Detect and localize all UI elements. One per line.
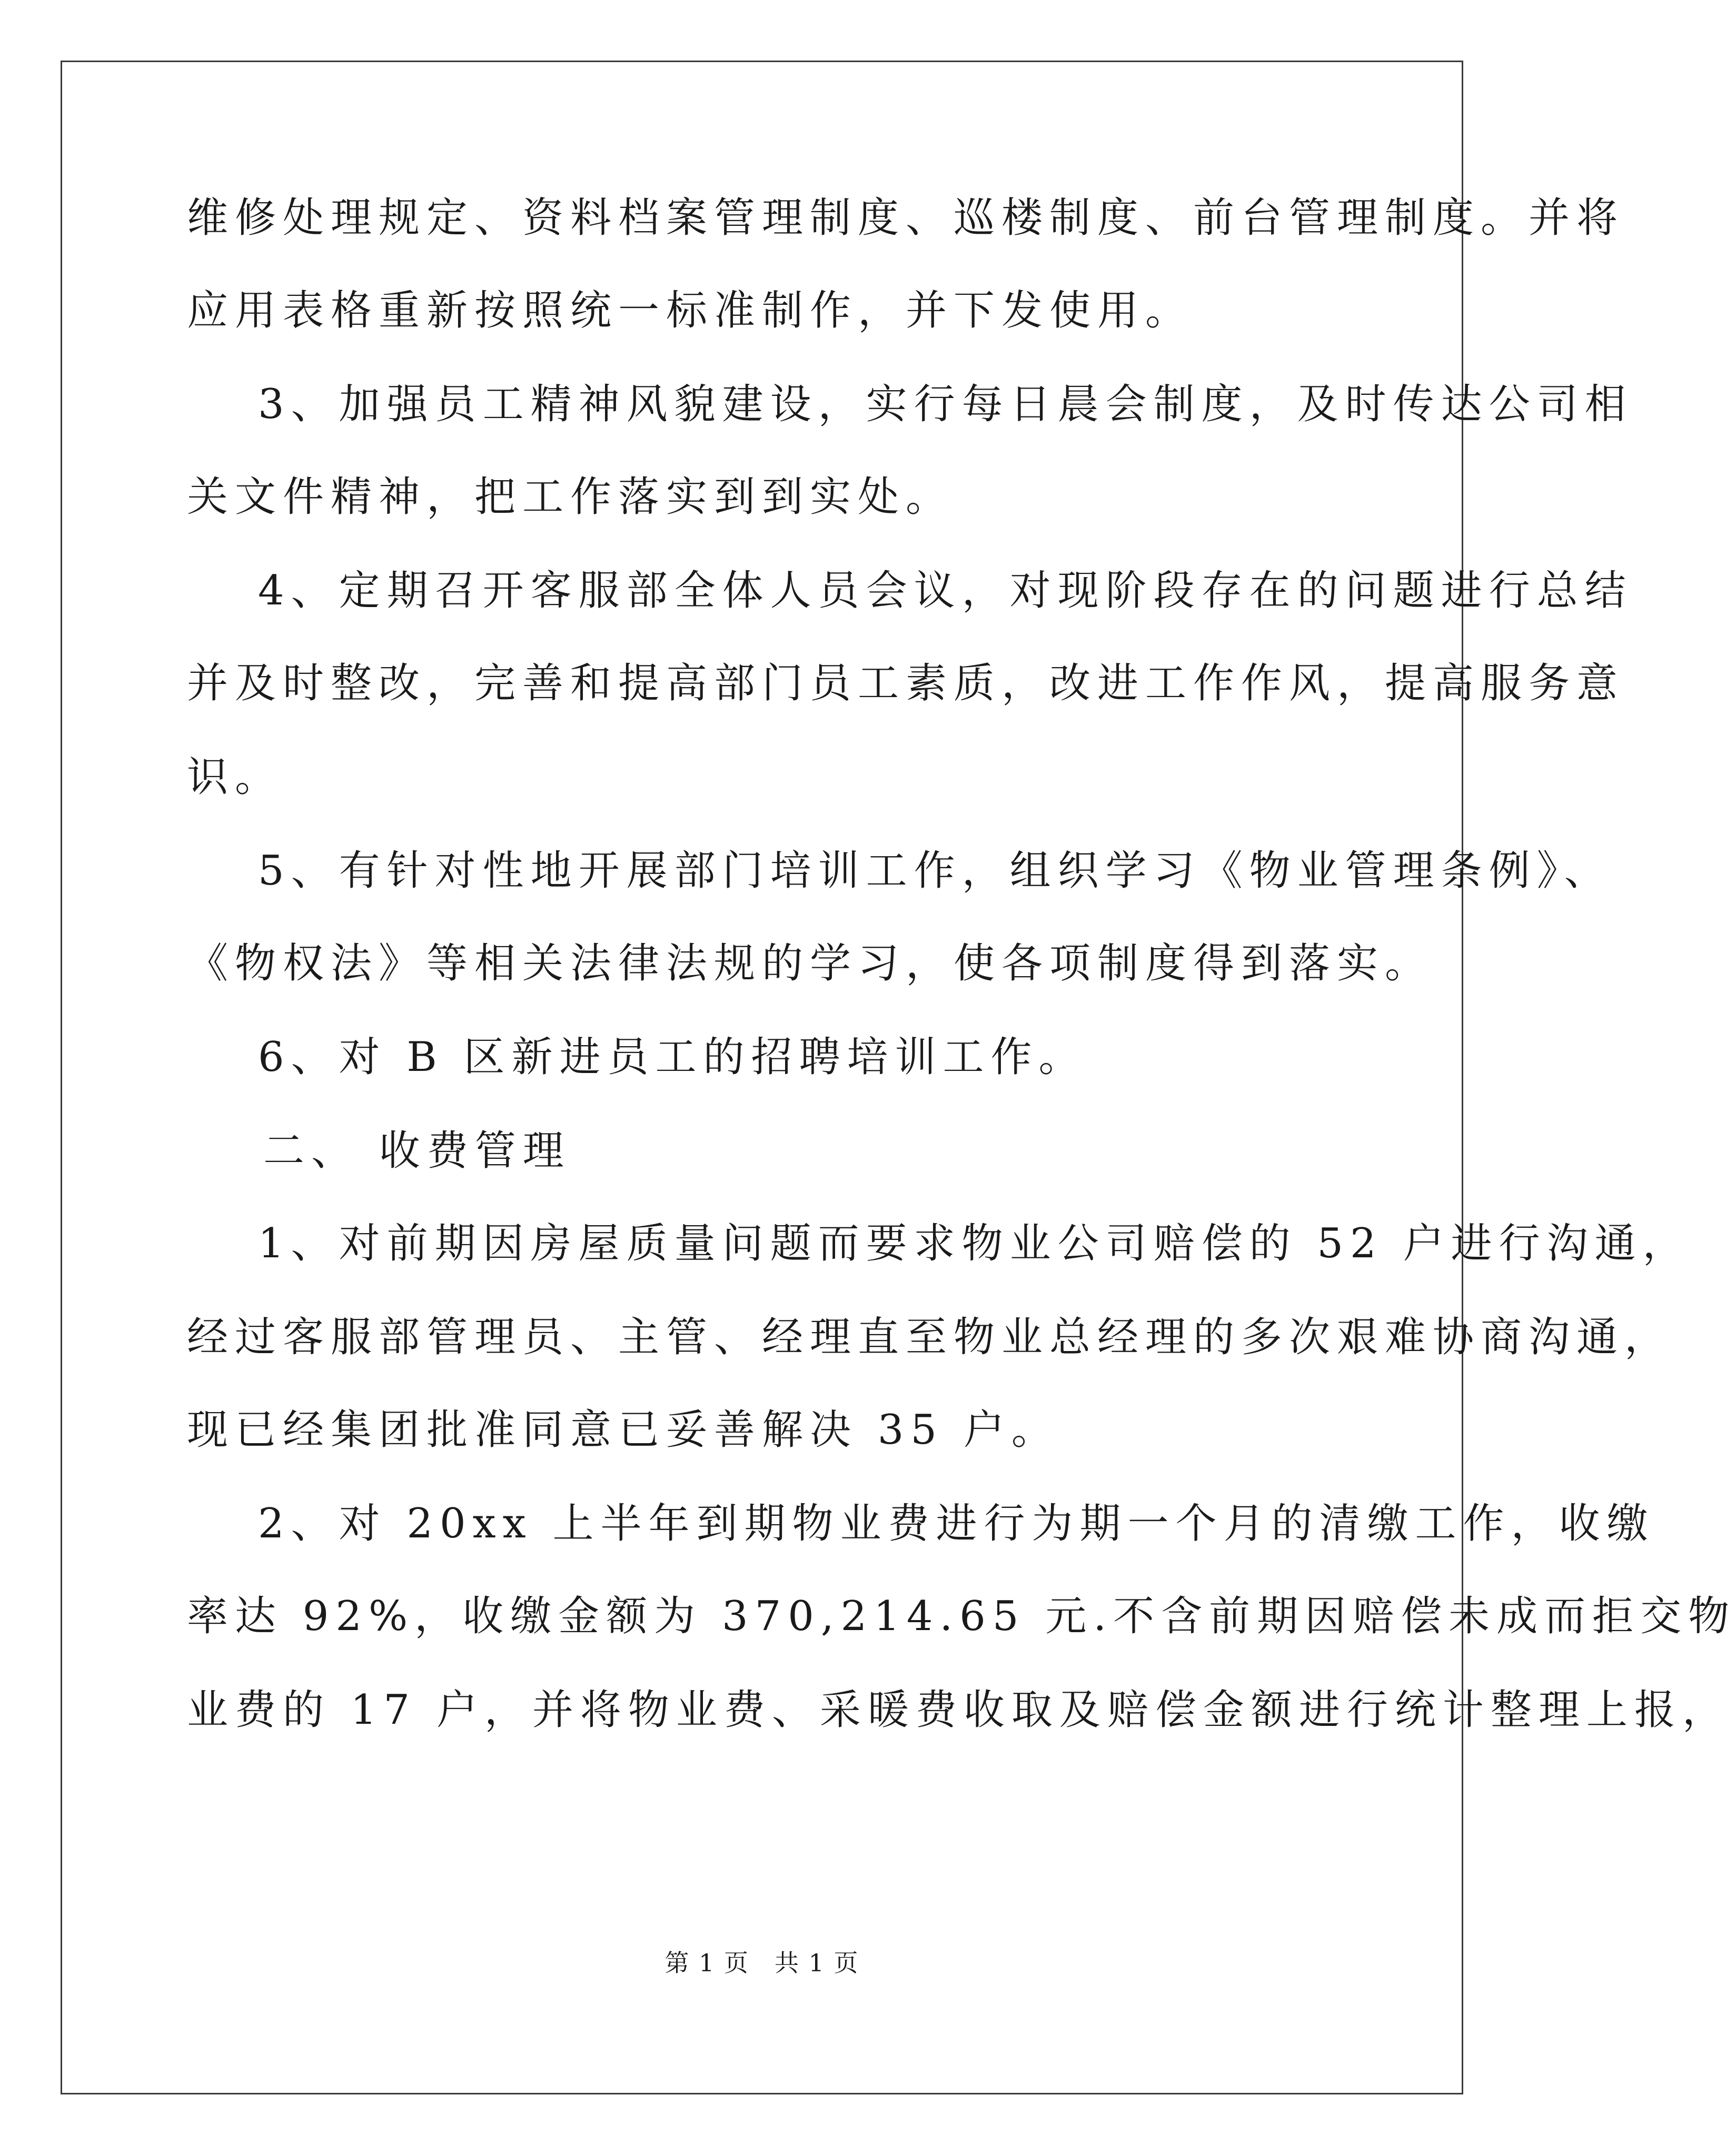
- paragraph-5-start: 5、有针对性地开展部门培训工作，组织学习《物业管理条例》、: [258, 847, 1612, 895]
- paragraph-4-start: 4、定期召开客服部全体人员会议，对现阶段存在的问题进行总结: [258, 567, 1633, 614]
- paragraph-3-start: 3、加强员工精神风貌建设，实行每日晨会制度，及时传达公司相: [258, 381, 1633, 428]
- text-line: 《物权法》等相关法律法规的学习，使各项制度得到落实。: [187, 940, 1433, 987]
- text-line: 现已经集团批准同意已妥善解决 35 户。: [187, 1406, 1059, 1454]
- paragraph-fee-2-start: 2、对 20xx 上半年到期物业费进行为期一个月的清缴工作，收缴: [258, 1500, 1655, 1547]
- paragraph-fee-1-start: 1、对前期因房屋质量问题而要求物业公司赔偿的 52 户进行沟通，: [258, 1220, 1691, 1267]
- text-line: 关文件精神，把工作落实到到实处。: [187, 473, 954, 521]
- text-line: 率达 92%，收缴金额为 370,214.65 元.不含前期因赔偿未成而拒交物: [187, 1593, 1736, 1640]
- text-line: 业费的 17 户，并将物业费、采暖费收取及赔偿金额进行统计整理上报，: [187, 1686, 1730, 1734]
- text-line: 经过客服部管理员、主管、经理直至物业总经理的多次艰难协商沟通，: [187, 1314, 1673, 1361]
- section-heading-fee-management: 二、 收费管理: [263, 1127, 571, 1175]
- page-footer: 第 1 页 共 1 页: [664, 1949, 859, 1977]
- text-line: 并及时整改，完善和提高部门员工素质，改进工作作风，提高服务意: [187, 660, 1625, 707]
- text-line: 维修处理规定、资料档案管理制度、巡楼制度、前台管理制度。并将: [187, 194, 1625, 242]
- text-line: 识。: [187, 753, 283, 801]
- text-line: 应用表格重新按照统一标准制作，并下发使用。: [187, 287, 1194, 334]
- paragraph-6-start: 6、对 B 区新进员工的招聘培训工作。: [258, 1034, 1087, 1081]
